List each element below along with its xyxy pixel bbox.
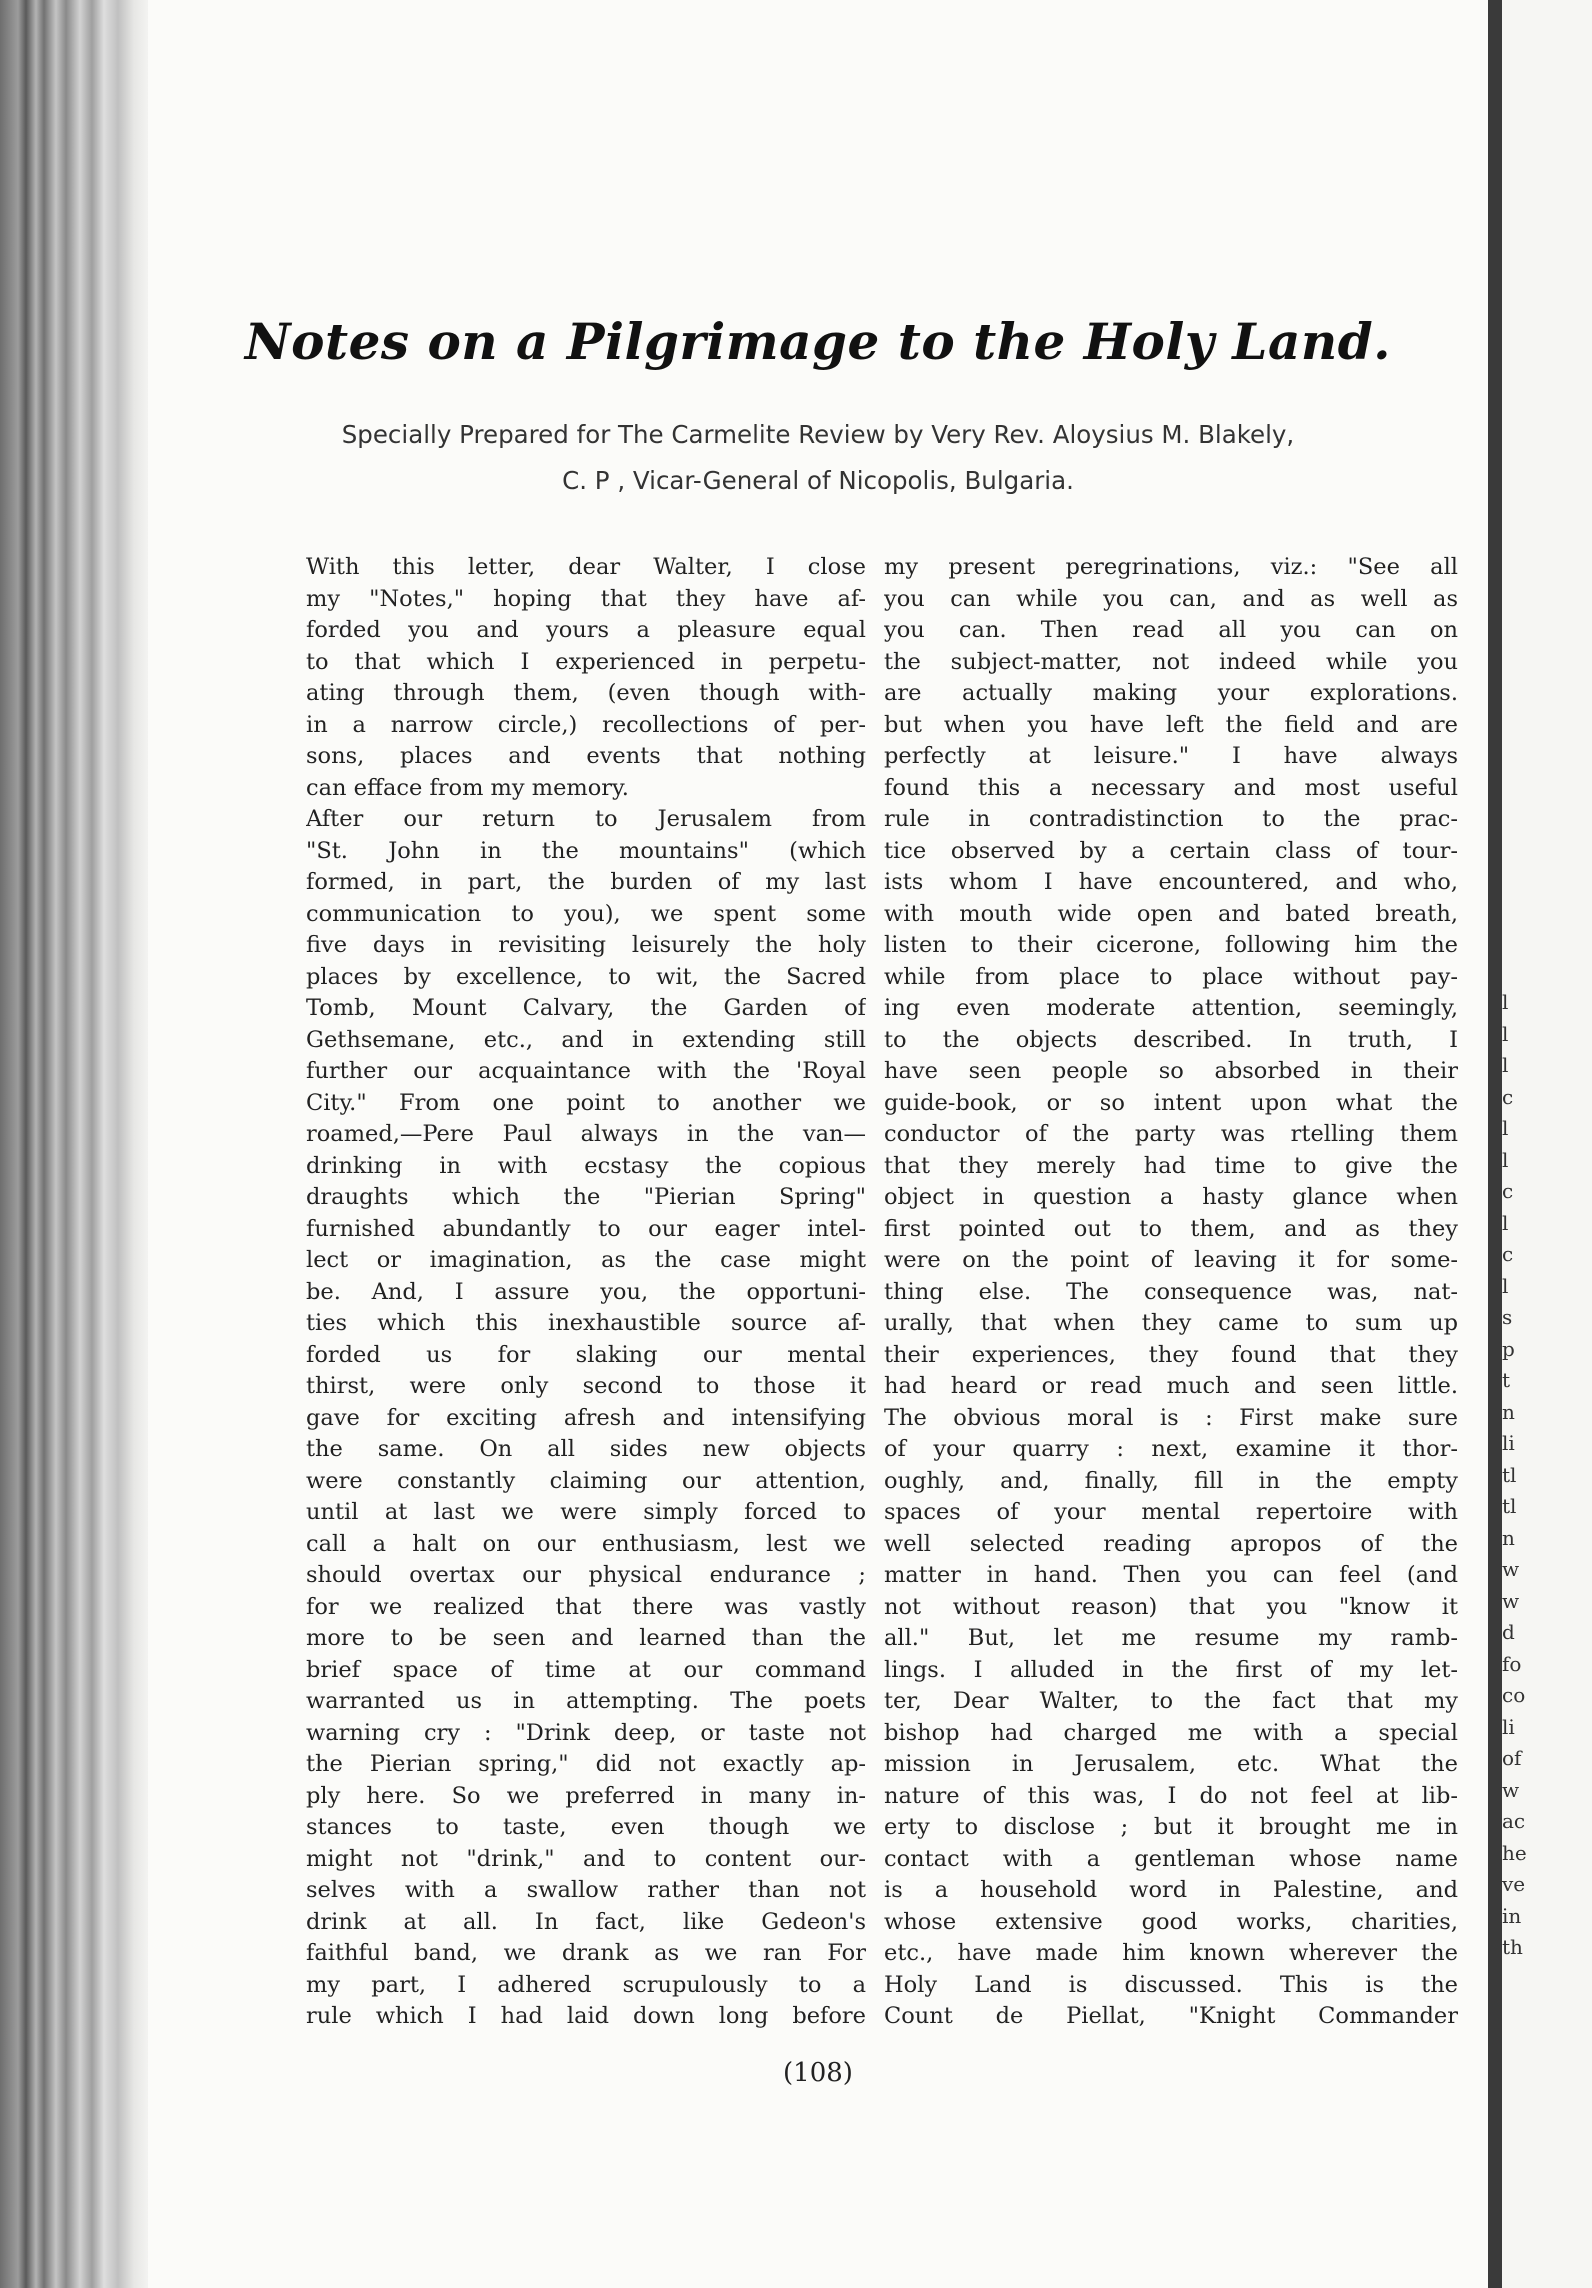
text-line: thirst, were only second to those it — [306, 1373, 866, 1399]
book-binding-edge — [0, 0, 148, 2288]
text-line: five days in revisiting leisurely the holy — [306, 932, 866, 958]
text-line: guide-book, or so intent upon what the — [884, 1089, 1458, 1116]
edge-text-fragment: c — [1502, 1179, 1514, 1203]
edge-text-fragment: co — [1502, 1683, 1526, 1707]
text-line: selves with a swallow rather than not — [306, 1877, 866, 1903]
text-line: Holy Land is discussed. This is the — [884, 1971, 1458, 1998]
text-line: urally, that when they came to sum up — [884, 1310, 1458, 1336]
text-line: Tomb, Mount Calvary, the Garden of — [306, 995, 866, 1021]
text-line: conductor of the party was rtelling them — [884, 1121, 1458, 1147]
text-line: With this letter, dear Walter, I close — [306, 554, 866, 580]
text-line: erty to disclose ; but it brought me in — [884, 1814, 1458, 1840]
text-line: might not "drink," and to content our- — [306, 1845, 866, 1872]
text-line: object in question a hasty glance when — [884, 1184, 1458, 1210]
right-text-column — [884, 552, 1458, 2033]
text-line: rule in contradistinction to the prac- — [884, 806, 1458, 832]
text-line: you can while you can, and as well as — [884, 585, 1458, 612]
text-line: lect or imagination, as the case might — [306, 1247, 866, 1273]
text-line: bishop had charged me with a special — [884, 1719, 1458, 1746]
edge-text-fragment: w — [1502, 1777, 1520, 1802]
edge-text-fragment: fo — [1502, 1651, 1522, 1676]
text-line: warranted us in attempting. The poets — [306, 1688, 866, 1714]
text-line: the Pierian spring," did not exactly ap- — [306, 1751, 866, 1777]
text-line: Gethsemane, etc., and in extending still — [306, 1026, 866, 1053]
text-line: spaces of your mental repertoire with — [884, 1499, 1458, 1525]
edge-text-fragment: w — [1502, 1557, 1520, 1581]
text-line: have seen people so absorbed in their — [884, 1058, 1458, 1084]
text-line: their experiences, they found that they — [884, 1341, 1458, 1368]
text-line: ating through them, (even though with- — [306, 680, 866, 706]
text-line: the same. On all sides new objects — [306, 1436, 866, 1462]
text-line: thing else. The consequence was, nat- — [884, 1278, 1458, 1305]
text-line: whose extensive good works, charities, — [884, 1908, 1458, 1935]
page-gutter — [1488, 0, 1502, 2288]
text-line: contact with a gentleman whose name — [884, 1845, 1458, 1872]
text-line: drinking in with ecstasy the copious — [306, 1152, 866, 1179]
edge-text-fragment: n — [1502, 1399, 1515, 1424]
text-line: draughts which the "Pierian Spring" — [306, 1184, 866, 1210]
text-line: with mouth wide open and bated breath, — [884, 900, 1458, 927]
text-line: is a household word in Palestine, and — [884, 1877, 1458, 1903]
text-line: oughly, and, finally, fill in the empty — [884, 1467, 1458, 1494]
text-line: listen to their cicerone, following him the — [884, 932, 1458, 958]
text-line: but when you have left the field and are — [884, 711, 1458, 738]
text-line: can efface from my memory. — [306, 774, 629, 801]
text-line: are actually making your explorations. — [884, 680, 1458, 706]
text-line: were constantly claiming our attention, — [306, 1467, 866, 1494]
text-line: in a narrow circle,) recollections of per- — [306, 711, 866, 738]
text-line: Count de Piellat, "Knight Commander — [884, 2003, 1458, 2029]
edge-text-fragment: l — [1502, 1116, 1509, 1140]
text-line: my "Notes," hoping that they have af- — [306, 585, 866, 612]
edge-text-fragment: c — [1502, 1084, 1514, 1109]
edge-text-fragment: s — [1502, 1305, 1513, 1329]
edge-text-fragment: n — [1502, 1525, 1515, 1550]
text-line: stances to taste, even though we — [306, 1814, 866, 1840]
text-line: more to be seen and learned than the — [306, 1625, 866, 1651]
text-line: be. And, I assure you, the opportuni- — [306, 1278, 866, 1305]
edge-text-fragment: in — [1502, 1903, 1522, 1928]
edge-text-fragment: tl — [1502, 1494, 1517, 1518]
edge-text-fragment: ac — [1502, 1809, 1526, 1833]
text-line: to that which I experienced in perpetu- — [306, 648, 866, 675]
text-line: drink at all. In fact, like Gedeon's — [306, 1908, 866, 1935]
text-line: faithful band, we drank as we ran For — [306, 1940, 866, 1966]
text-line: tice observed by a certain class of tour- — [884, 837, 1458, 864]
text-line: lings. I alluded in the first of my let- — [884, 1656, 1458, 1683]
text-line: you can. Then read all you can on — [884, 617, 1458, 643]
text-line: ties which this inexhaustible source af- — [306, 1310, 866, 1336]
text-line: that they merely had time to give the — [884, 1152, 1458, 1179]
edge-text-fragment: l — [1502, 1147, 1509, 1172]
article-byline-line1: Specially Prepared for The Carmelite Review by Very Rev. Aloysius M. Blakely, — [341, 420, 1295, 449]
text-line: roamed,—Pere Paul always in the van— — [306, 1121, 866, 1147]
text-line: my part, I adhered scrupulously to a — [306, 1971, 866, 1998]
text-line: well selected reading apropos of the — [884, 1530, 1458, 1557]
text-line: ists whom I have encountered, and who, — [884, 869, 1458, 895]
edge-text-fragment: t — [1502, 1368, 1511, 1392]
edge-text-fragment: l — [1502, 1273, 1509, 1298]
text-line: to the objects described. In truth, I — [884, 1026, 1458, 1053]
text-line: After our return to Jerusalem from — [306, 806, 866, 832]
edge-text-fragment: li — [1502, 1431, 1515, 1455]
text-line: until at last we were simply forced to — [306, 1499, 866, 1525]
text-line: City." From one point to another we — [306, 1089, 866, 1116]
edge-text-fragment: l — [1502, 1021, 1509, 1046]
text-line: communication to you), we spent some — [306, 900, 866, 927]
text-line: ter, Dear Walter, to the fact that my — [884, 1688, 1458, 1714]
text-line: found this a necessary and most useful — [884, 774, 1458, 801]
edge-text-fragment: l — [1502, 990, 1509, 1014]
text-line: forded you and yours a pleasure equal — [306, 617, 866, 643]
text-line: for we realized that there was vastly — [306, 1593, 866, 1620]
text-line: rule which I had laid down long before — [306, 2003, 866, 2029]
edge-text-fragment: th — [1502, 1935, 1523, 1959]
edge-text-fragment: p — [1502, 1336, 1515, 1361]
edge-text-fragment: w — [1502, 1588, 1520, 1613]
text-line: while from place to place without pay- — [884, 963, 1458, 990]
edge-text-fragment: of — [1502, 1746, 1522, 1770]
text-line: nature of this was, I do not feel at lib- — [884, 1782, 1458, 1809]
text-line: not without reason) that you "know it — [884, 1593, 1458, 1620]
text-line: first pointed out to them, and as they — [884, 1215, 1458, 1242]
text-line: all." But, let me resume my ramb- — [884, 1625, 1458, 1651]
text-line: perfectly at leisure." I have always — [884, 743, 1458, 769]
text-line: forded us for slaking our mental — [306, 1341, 866, 1368]
text-line: mission in Jerusalem, etc. What the — [884, 1751, 1458, 1777]
text-line: warning cry : "Drink deep, or taste not — [306, 1719, 866, 1746]
edge-text-fragment: l — [1502, 1053, 1509, 1077]
text-line: brief space of time at our command — [306, 1656, 866, 1683]
text-line: The obvious moral is : First make sure — [884, 1404, 1458, 1431]
text-line: sons, places and events that nothing — [306, 743, 866, 769]
text-line: call a halt on our enthusiasm, lest we — [306, 1530, 866, 1557]
edge-text-fragment: tl — [1502, 1462, 1517, 1487]
text-line: ing even moderate attention, seemingly, — [884, 995, 1458, 1021]
edge-text-fragment: ve — [1502, 1872, 1526, 1896]
text-line: of your quarry : next, examine it thor- — [884, 1436, 1458, 1462]
text-line: my present peregrinations, viz.: "See all — [884, 554, 1458, 580]
text-line: "St. John in the mountains" (which — [306, 837, 866, 864]
edge-text-fragment: c — [1502, 1242, 1514, 1266]
article-title: Notes on a Pilgrimage to the Holy Land. — [244, 312, 1392, 371]
text-line: the subject-matter, not indeed while you — [884, 648, 1458, 675]
edge-text-fragment: l — [1502, 1210, 1509, 1235]
text-line: should overtax our physical endurance ; — [306, 1562, 866, 1588]
text-line: ply here. So we preferred in many in- — [306, 1782, 866, 1809]
scanned-page — [148, 0, 1488, 2288]
left-text-column — [306, 552, 866, 2033]
text-line: places by excellence, to wit, the Sacred — [306, 963, 866, 990]
text-line: were on the point of leaving it for some- — [884, 1247, 1458, 1273]
page-number: (108) — [783, 2058, 853, 2088]
text-line: furnished abundantly to our eager intel- — [306, 1215, 866, 1242]
article-byline-line2: C. P , Vicar-General of Nicopolis, Bulgaria. — [562, 466, 1074, 495]
text-line: formed, in part, the burden of my last — [306, 869, 866, 895]
edge-text-fragment: d — [1502, 1620, 1515, 1644]
edge-text-fragment: he — [1502, 1840, 1527, 1865]
text-line: etc., have made him known wherever the — [884, 1940, 1458, 1966]
adjacent-page-edge — [1502, 0, 1592, 2288]
edge-text-fragment: li — [1502, 1714, 1515, 1739]
text-line: further our acquaintance with the 'Royal — [306, 1058, 866, 1084]
text-line: gave for exciting afresh and intensifying — [306, 1404, 866, 1431]
text-line: had heard or read much and seen little. — [884, 1373, 1458, 1399]
text-line: matter in hand. Then you can feel (and — [884, 1562, 1458, 1588]
